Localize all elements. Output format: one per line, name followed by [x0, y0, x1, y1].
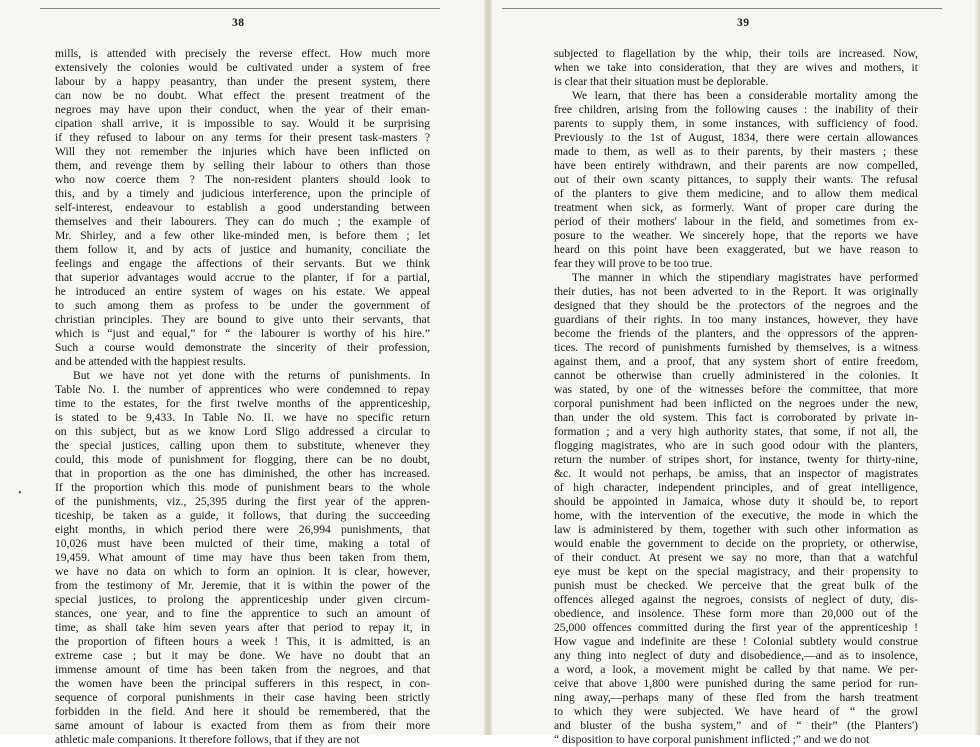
text-line: who now coerce them ? The non-resident planters should look to: [55, 173, 430, 186]
text-line: return the number of stripes short, for instance, twenty for thirty-nine,: [554, 453, 918, 466]
text-line: a word, a look, a movement might be called by that name. We per-: [554, 663, 918, 676]
text-line: special justices, to prolong the apprenticeship under given circum-: [55, 593, 430, 606]
page-edge: [974, 0, 980, 735]
text-line: 10,026 must have been mulcted of their time, making a total of: [55, 537, 430, 550]
text-line: become the friends of the planters, and the oppressors of the appren-: [554, 327, 918, 340]
text-line: But we have not yet done with the returns of punishments. In: [73, 369, 430, 382]
page-number-left: 38: [232, 17, 245, 29]
text-line: them follow it, and by acts of justice and humanity, conciliate the: [55, 243, 430, 256]
text-line: home, with the intervention of the executive, the mode in which the: [554, 509, 918, 522]
text-line: Table No. I. the number of apprentices who were condemned to repay: [55, 383, 430, 396]
text-line: obedience, and insolence. These form more than 20,000 out of the: [554, 607, 918, 620]
text-line: “ disposition to have corporal punishment inflicted ;” and we do not: [554, 733, 870, 746]
text-line: ceive that above 1,800 were punished during the same period for run-: [554, 677, 918, 690]
text-line: sequence of corporal punishments in their case having been strictly: [55, 691, 430, 704]
text-line: time to the estates, for the first twelve months of the apprenticeship,: [55, 397, 430, 410]
text-line: period of their mothers' labour in the field, and sometimes from ex-: [554, 215, 918, 228]
text-line: Mr. Shirley, and a few other like-minded men, is before them ; let: [55, 229, 430, 242]
text-line: this, and by a timely and judicious interference, upon the principle of: [55, 187, 430, 200]
text-line: of high character, independent principles, and of great intelligence,: [554, 481, 918, 494]
text-line: athletic male companions. It therefore follows, that if they are not: [55, 733, 360, 746]
text-line: ning away,—perhaps many of these fled from the harsh treatment: [554, 691, 918, 704]
text-line: mills, is attended with precisely the reverse effect. How much more: [55, 47, 430, 60]
text-line: of their conduct. At present we say no more, than that a watchful: [554, 551, 918, 564]
text-line: fear they will prove to be too true.: [554, 257, 713, 270]
text-line: themselves and their labourers. They can do much ; the example of: [55, 215, 430, 228]
text-line: subjected to flagellation by the whip, their toils are increased. Now,: [554, 47, 918, 60]
text-line: heard on this point have been exaggerated, but we have reason to: [554, 243, 918, 256]
text-line: posure to the weather. We sincerely hope, that the reports we have: [554, 229, 918, 242]
text-line: negroes may have upon their conduct, when the year of their eman-: [55, 103, 430, 116]
text-line: out of their own scanty pittances, to supply their wants. The refusal: [554, 173, 918, 186]
text-line: the women have been the principal sufferers in this respect, in con-: [55, 677, 430, 690]
text-line: self-interest, endeavour to establish a good understanding between: [55, 201, 430, 214]
text-line: 25,000 offences committed during the first year of the apprenticeship !: [554, 621, 918, 634]
text-line: and be attended with the happiest results.: [55, 355, 246, 368]
text-line: christian principles. They are bound to give unto their servants, that: [55, 313, 430, 326]
text-line: immense amount of time has been taken from the negroes, and that: [55, 663, 430, 676]
text-line: How vague and indefinite are these ! Colonial subtlety would construe: [554, 635, 918, 648]
text-line: Previously to the 1st of August, 1834, there were certain allowances: [554, 131, 918, 144]
text-line: if they refused to labour on any terms for their present task-masters ?: [55, 131, 430, 144]
text-line: parents to supply them, in some instances, with sufficiency of food.: [554, 117, 918, 130]
text-line: and bluster of the busha system,” and of “ their” (the Planters'): [554, 719, 918, 732]
right-page: [492, 0, 980, 746]
text-line: from the testimony of Mr. Jeremie, that it is within the power of the: [55, 579, 430, 592]
text-line: &c. It would not perhaps, be amiss, that an inspector of magistrates: [554, 467, 918, 480]
text-line: any thing into neglect of duty and disobedience,—and as to insolence,: [554, 649, 918, 662]
text-line: of the planters to give them medicine, and to allow them medical: [554, 187, 918, 200]
text-line: should be appointed in Jamaica, whose duty it should be, to report: [554, 495, 918, 508]
text-line: same amount of labour is exacted from them as from their more: [55, 719, 430, 732]
left-page-text: [55, 47, 430, 747]
text-line: corporal punishment had been inflicted on the negroes under the new,: [554, 397, 918, 410]
text-line: could, this mode of punishment for flogging, there can be no doubt,: [55, 453, 430, 466]
text-line: the proportion of fifteen hours a week ! This, it is admitted, is an: [55, 635, 430, 648]
text-line: time, as shall take him seven years after that period to repay it, in: [55, 621, 430, 634]
text-line: he introduced an entire system of wages on his estate. We appeal: [55, 285, 430, 298]
text-line: Will they not remember the injuries which have been inflicted on: [55, 145, 430, 158]
text-line: when we take into consideration, that they are wives and mothers, it: [554, 61, 918, 74]
text-line: forbidden in the field. And here it should be remembered, that the: [55, 705, 430, 718]
top-edge-rule: [502, 8, 942, 9]
text-line: we have no data on which to form an opinion. It is clear, however,: [55, 565, 430, 578]
text-line: that in proportion as the one has diminished, the other has increased.: [55, 467, 430, 480]
text-line: formation ; and a very high authority states, that some, if not all, the: [554, 425, 918, 438]
text-line: is stated to be 9,433. In Table No. II. we have no specific return: [55, 411, 430, 424]
text-line: guardians of their rights. In too many instances, however, they have: [554, 313, 918, 326]
text-line: designed that they should be the protectors of the negroes and the: [554, 299, 918, 312]
text-line: labour by a happy peasantry, than under the present system, there: [55, 75, 430, 88]
text-line: feelings and engage the affections of their servants. But we think: [55, 257, 430, 270]
text-line: would enable the government to decide on the propriety, or otherwise,: [554, 537, 918, 550]
text-line: law is administered by them, together with such other information as: [554, 523, 918, 536]
text-line: have been entirely withdrawn, and their parents are now compelled,: [554, 159, 918, 172]
text-line: free children, arising from the following causes : the inability of their: [554, 103, 918, 116]
text-line: treatment when sick, as formerly. Want of proper care during the: [554, 201, 918, 214]
text-line: We learn, that there has been a considerable mortality among the: [572, 89, 918, 102]
text-line: eight months, in which period there were 26,994 punishments, that: [55, 523, 430, 536]
text-line: their duties, has not been adverted to in the Report. It was originally: [554, 285, 918, 298]
left-page: [0, 0, 486, 746]
text-line: which is “just and equal,” for “ the labourer is worthy of his hire.”: [55, 327, 430, 340]
text-line: on this subject, but as we know Lord Sligo addressed a circular to: [55, 425, 430, 438]
text-line: cipation shall arrive, it is impossible to say. Would it be surprising: [55, 117, 430, 130]
text-line: ticeship, be taken as a guide, it follows, that during the succeeding: [55, 509, 430, 522]
text-line: than under the old system. This fact is corroborated by private in-: [554, 411, 918, 424]
text-line: extreme case ; but it may be done. We have no doubt that an: [55, 649, 430, 662]
right-page-text: [554, 47, 918, 747]
text-line: stances, one year, and to fine the apprentice to such an amount of: [55, 607, 430, 620]
text-line: of the punishments, viz., 25,395 during the first year of the appren-: [55, 495, 430, 508]
text-line: extensively the colonies would be cultivated under a system of free: [55, 61, 430, 74]
text-line: punish must be checked. We perceive that the great bulk of the: [554, 579, 918, 592]
text-line: eye must be kept on the special magistracy, and their propensity to: [554, 565, 918, 578]
text-line: flogging magistrates, who are in such good odour with the planters,: [554, 439, 918, 452]
text-line: The manner in which the stipendiary magistrates have performed: [572, 271, 918, 284]
top-edge-rule: [40, 8, 440, 9]
text-line: can now be no doubt. What effect the present treatment of the: [55, 89, 430, 102]
text-line: them, and revenge them by selling their labour to others than those: [55, 159, 430, 172]
text-line: that superior advantages would accrue to the planter, if for a partial,: [55, 271, 430, 284]
text-line: the special justices, calling upon them to substitute, whenever they: [55, 439, 430, 452]
text-line: Such a course would demonstrate the sincerity of their profession,: [55, 341, 430, 354]
text-line: made to them, as well as to their parents, by their masters ; these: [554, 145, 918, 158]
text-line: offences alleged against the negroes, consists of neglect of duty, dis-: [554, 593, 918, 606]
text-line: to which they were subjected. We have heard of “ the growl: [554, 705, 918, 718]
text-line: against them, and a proof, that any system short of entire freedom,: [554, 355, 918, 368]
text-line: tices. The record of punishments furnished by themselves, is a witness: [554, 341, 918, 354]
margin-mark: •: [18, 488, 22, 499]
text-line: is clear that their situation must be deplorable.: [554, 75, 769, 88]
text-line: If the proportion which this mode of punishment bears to the whole: [55, 481, 430, 494]
text-line: was stated, by one of the witnesses before the committee, that more: [554, 383, 918, 396]
text-line: to such among them as profess to be under the government of: [55, 299, 430, 312]
text-line: cannot be otherwise than cruelly administered in the colonies. It: [554, 369, 918, 382]
text-line: 19,459. What amount of time may have thus been taken from them,: [55, 551, 430, 564]
page-number-right: 39: [737, 17, 750, 29]
